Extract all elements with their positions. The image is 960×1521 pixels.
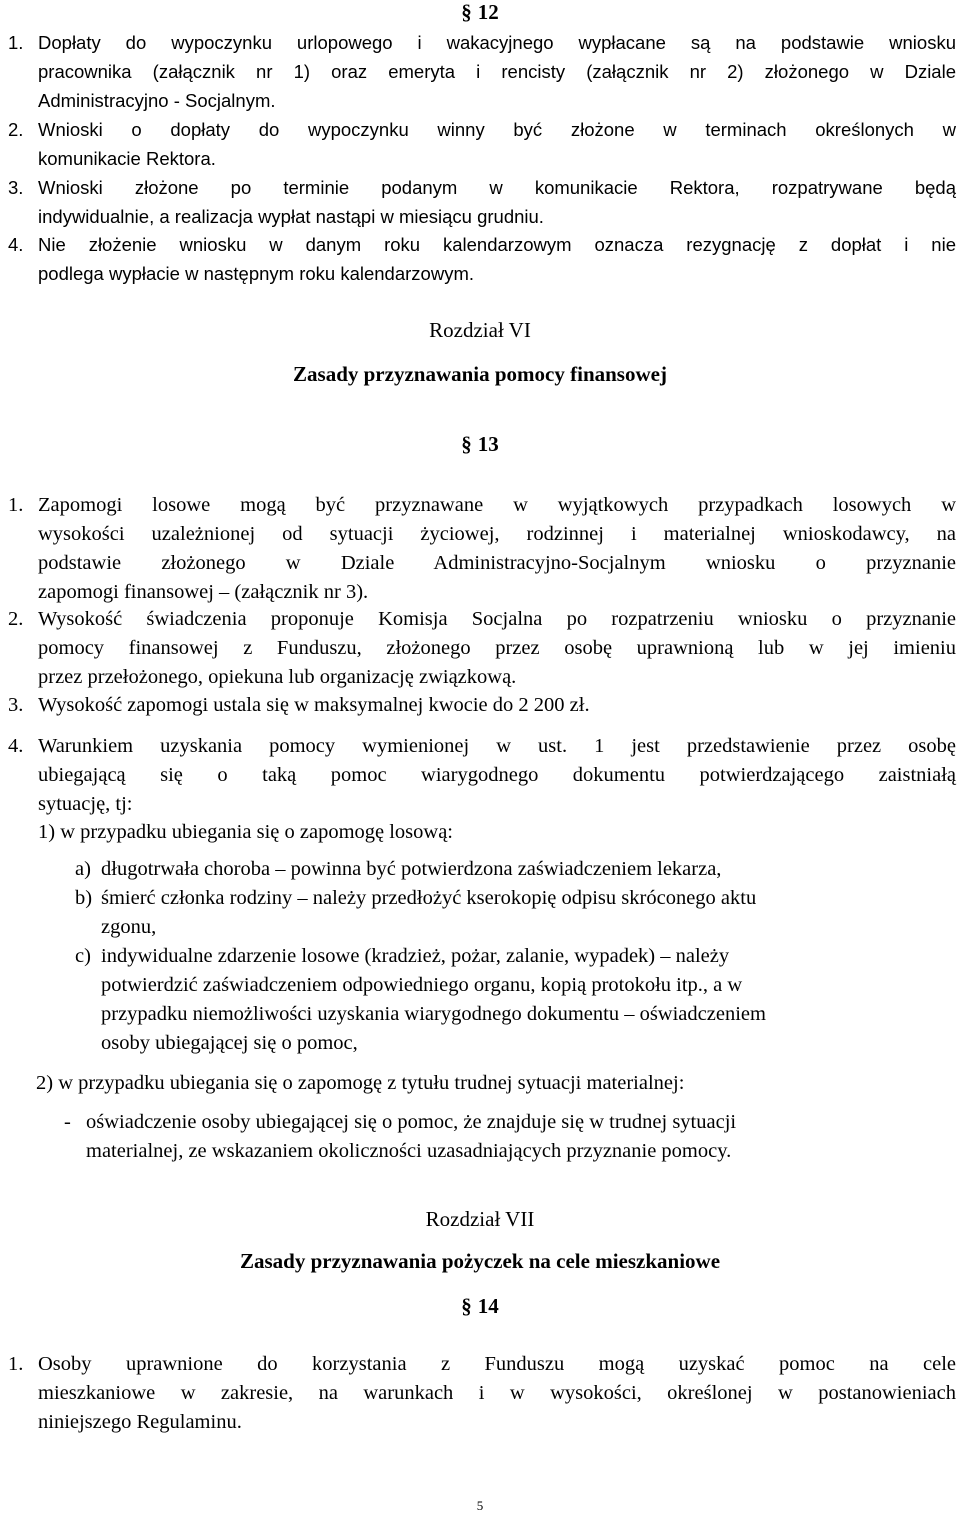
section-symbol: § <box>461 432 472 456</box>
item-number: 1. <box>8 494 24 516</box>
case-2-label: 2) w przypadku ubiegania się o zapomogę z tytułu trudnej sytuacji materialnej: <box>36 1072 685 1094</box>
chapter-7-title: Zasady przyznawania pożyczek na cele mieszkaniowe <box>239 1249 721 1273</box>
item-line: Wysokość świadczenia proponuje Komisja Socjalna po rozpatrzeniu wniosku o przyznanie <box>38 608 956 630</box>
section-13-item-4 <box>8 732 956 819</box>
section-number: 13 <box>477 432 499 456</box>
chapter-6-title: Zasady przyznawania pomocy finansowej <box>293 362 667 386</box>
item-line: Wnioski o dopłaty do wypoczynku winny być złożone w terminach określonych w <box>38 119 956 140</box>
item-number: 3. <box>8 694 24 716</box>
item-line: Nie złożenie wniosku w danym roku kalendarzowym oznacza rezygnację z dopłat i nie <box>38 234 956 255</box>
item-line: komunikacie Rektora. <box>38 148 216 169</box>
case-1-label: 1) w przypadku ubiegania się o zapomogę losową: <box>38 821 454 843</box>
statement-line: oświadczenie osoby ubiegającej się o pomoc, że znajduje się w trudnej sytuacji <box>86 1111 737 1133</box>
item-line: sytuację, tj: <box>38 793 133 815</box>
item-number: 2. <box>8 608 24 630</box>
item-line: Wysokość zapomogi ustala się w maksymalnej kwocie do 2 200 zł. <box>38 694 590 716</box>
section-12-marker <box>0 0 960 25</box>
item-line: mieszkaniowe w zakresie, na warunkach i w wysokości, określonej w postanowieniach <box>38 1382 956 1404</box>
section-12-item-4 <box>8 230 956 288</box>
case-2-statement <box>86 1108 906 1166</box>
item-line: zapomogi finansowej – (załącznik nr 3). <box>38 581 369 603</box>
point-line: długotrwała choroba – powinna być potwierdzona zaświadczeniem lekarza, <box>101 858 722 880</box>
item-line: Zapomogi losowe mogą być przyznawane w wyjątkowych przypadkach losowych w <box>38 494 956 516</box>
section-number: 12 <box>477 0 499 24</box>
item-number: 3. <box>8 177 24 198</box>
item-line: Administracyjno - Socjalnym. <box>38 90 276 111</box>
item-line: ubiegającą się o taką pomoc wiarygodnego dokumentu potwierdzającego zaistniałą <box>38 764 956 786</box>
item-line: podstawie złożonego w Dziale Administracyjno-Socjalnym wniosku o przyznanie <box>38 552 956 574</box>
case-1-point-b <box>101 884 911 942</box>
item-line: Osoby uprawnione do korzystania z Funduszu mogą uzyskać pomoc na cele <box>38 1353 956 1375</box>
item-line: Wnioski złożone po terminie podanym w komunikacie Rektora, rozpatrywane będą <box>38 177 956 198</box>
item-line: Warunkiem uzyskania pomocy wymienionej w ust. 1 jest przedstawienie przez osobę <box>38 735 956 757</box>
case-2-dash: - <box>64 1111 71 1133</box>
section-12-item-2 <box>8 115 956 173</box>
item-line: pomocy finansowej z Funduszu, złożonego przez osobę uprawnioną lub w jej imieniu <box>38 637 956 659</box>
item-line: wysokości uzależnionej od sytuacji życiowej, rodzinnej i materialnej wnioskodawcy, na <box>38 523 956 545</box>
chapter-6-label: Rozdział VI <box>429 318 531 342</box>
case-1-point-c-letter: c) <box>75 945 91 967</box>
item-line: podlega wypłacie w następnym roku kalendarzowym. <box>38 263 474 284</box>
item-line: indywidualnie, a realizacja wypłat nastąpi w miesiącu grudniu. <box>38 206 544 227</box>
section-number: 14 <box>477 1294 499 1318</box>
chapter-7-label: Rozdział VII <box>425 1207 535 1231</box>
case-1-point-a <box>101 855 891 884</box>
item-number: 1. <box>8 1353 24 1375</box>
item-line: niniejszego Regulaminu. <box>38 1411 242 1433</box>
item-line: przez przełożonego, opiekuna lub organizację związkową. <box>38 666 517 688</box>
section-12-item-1 <box>8 28 956 115</box>
section-14-item-1 <box>8 1350 956 1437</box>
case-1-point-c <box>101 942 921 1058</box>
section-symbol: § <box>461 1294 472 1318</box>
point-line: zgonu, <box>101 916 157 938</box>
case-1-point-a-letter: a) <box>75 858 91 880</box>
point-line: indywidualne zdarzenie losowe (kradzież, pożar, zalanie, wypadek) – należy <box>101 945 730 967</box>
section-13-item-3 <box>8 691 956 720</box>
point-line: potwierdzić zaświadczeniem odpowiedniego organu, kopią protokołu itp., a w <box>101 974 743 996</box>
section-13-item-2 <box>8 605 956 692</box>
point-line: osoby ubiegającej się o pomoc, <box>101 1032 358 1054</box>
case-1-point-b-letter: b) <box>75 887 93 909</box>
section-symbol: § <box>461 0 472 24</box>
section-13-marker <box>0 432 960 457</box>
section-14-marker <box>0 1294 960 1319</box>
statement-line: materialnej, ze wskazaniem okoliczności uzasadniających przyznanie pomocy. <box>86 1140 732 1162</box>
point-line: śmierć członka rodziny – należy przedłożyć kserokopię odpisu skróconego aktu <box>101 887 757 909</box>
item-line: Dopłaty do wypoczynku urlopowego i wakacyjnego wypłacane są na podstawie wniosku <box>38 32 956 53</box>
item-number: 2. <box>8 119 24 140</box>
point-line: przypadku niemożliwości uzyskania wiarygodnego dokumentu – oświadczeniem <box>101 1003 766 1025</box>
section-12-item-3 <box>8 173 956 231</box>
page-number: 5 <box>476 1498 484 1513</box>
item-line: pracownika (załącznik nr 1) oraz emeryta i rencisty (załącznik nr 2) złożonego w Dziale <box>38 61 956 82</box>
item-number: 4. <box>8 234 24 255</box>
item-number: 4. <box>8 735 24 757</box>
item-number: 1. <box>8 32 24 53</box>
section-13-item-1 <box>8 491 956 607</box>
